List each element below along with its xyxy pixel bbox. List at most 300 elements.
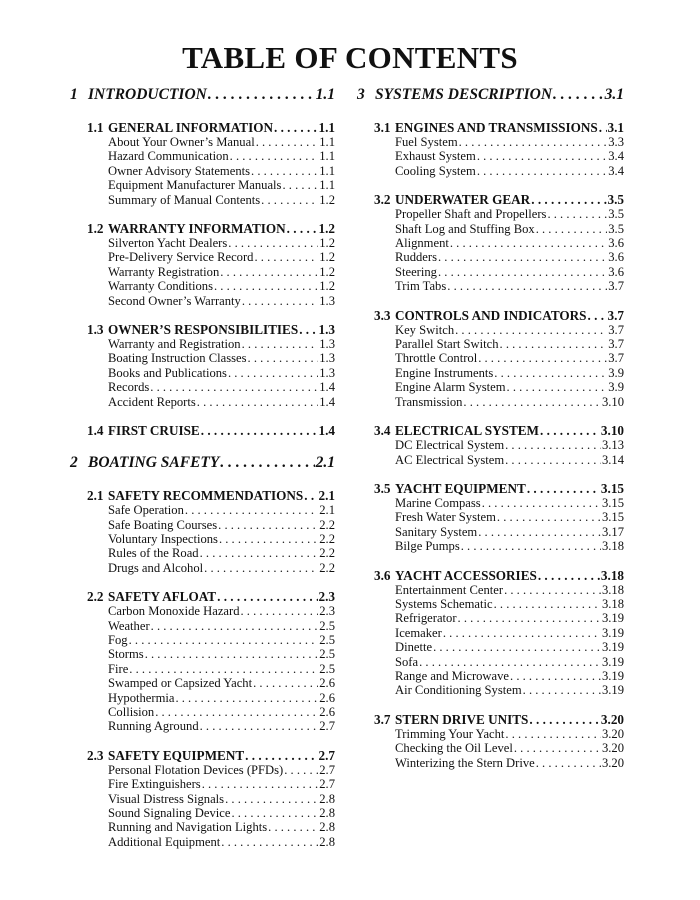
toc-entry[interactable] <box>108 503 335 517</box>
dot-leader <box>129 662 318 676</box>
section-heading-number: 3.3 <box>374 307 391 323</box>
dot-leader <box>477 164 607 178</box>
toc-entry-page-number: 2.5 <box>319 661 335 676</box>
dot-leader <box>494 366 607 380</box>
toc-entry-title: Additional Equipment <box>108 834 221 849</box>
toc-entry[interactable] <box>395 250 624 264</box>
toc-entry-page-number: 3.19 <box>601 640 624 655</box>
toc-entry-title: Carbon Monoxide Hazard <box>108 604 240 619</box>
dot-leader <box>245 748 317 763</box>
section-heading-page-number: 3.5 <box>607 192 624 208</box>
toc-entry[interactable] <box>108 236 335 250</box>
toc-entry[interactable] <box>108 518 335 532</box>
toc-entry-title: Storms <box>108 647 144 662</box>
dot-leader <box>129 633 319 647</box>
dot-leader <box>531 192 606 207</box>
toc-entry[interactable] <box>395 525 624 539</box>
dot-leader <box>505 438 601 452</box>
chapter-heading-number: 3 <box>357 86 365 103</box>
toc-entry[interactable] <box>108 691 335 705</box>
dot-leader <box>253 676 318 690</box>
toc-entry-title: Warranty and Registration <box>108 337 241 352</box>
toc-entry-page-number: 2.5 <box>319 647 335 662</box>
toc-entry[interactable] <box>395 510 624 524</box>
dot-leader <box>458 611 601 625</box>
dot-leader <box>438 265 607 279</box>
section-heading[interactable] <box>374 481 624 496</box>
toc-entry[interactable] <box>108 792 335 806</box>
section-heading[interactable] <box>87 322 335 337</box>
toc-entry-title: Equipment Manufacturer Manuals <box>108 178 282 193</box>
dot-leader <box>282 178 318 192</box>
toc-entry-title: Dinette <box>395 640 433 655</box>
section-heading[interactable] <box>374 712 624 727</box>
section-heading-page-number: 2.7 <box>318 747 335 763</box>
toc-entry-title: Alignment <box>395 236 449 251</box>
section-heading[interactable] <box>87 589 335 604</box>
toc-entry-page-number: 3.19 <box>601 654 624 669</box>
toc-entry-page-number: 2.2 <box>319 546 335 561</box>
toc-entry-title: Silverton Yacht Dealers <box>108 236 228 251</box>
toc-entry[interactable] <box>395 380 624 394</box>
toc-entry[interactable] <box>395 453 624 467</box>
dot-leader <box>254 250 318 264</box>
toc-entry-page-number: 1.2 <box>319 192 335 207</box>
dot-leader <box>433 640 601 654</box>
dot-leader <box>287 221 318 236</box>
toc-entry[interactable] <box>395 135 624 149</box>
toc-entry[interactable] <box>108 265 335 279</box>
section-heading[interactable] <box>87 221 335 236</box>
toc-entry[interactable] <box>395 496 624 510</box>
dot-leader <box>228 366 318 380</box>
toc-entry-page-number: 1.4 <box>319 380 335 395</box>
toc-entry-page-number: 2.6 <box>319 704 335 719</box>
dot-leader <box>505 727 601 741</box>
toc-entry-page-number: 3.4 <box>608 149 624 164</box>
toc-entry-page-number: 3.3 <box>608 135 624 149</box>
toc-entry-title: Engine Alarm System <box>395 380 506 395</box>
page-title: TABLE OF CONTENTS <box>182 40 518 75</box>
toc-entry-title: Second Owner’s Warranty <box>108 293 241 308</box>
toc-entry-title: Shaft Log and Stuffing Box <box>395 221 535 236</box>
section-heading-page-number: 2.3 <box>318 589 335 605</box>
toc-entry-page-number: 1.3 <box>319 365 335 380</box>
section-heading-number: 2.2 <box>87 589 104 605</box>
toc-entry-title: Summary of Manual Contents <box>108 192 261 207</box>
toc-entry[interactable] <box>108 294 335 308</box>
toc-entry[interactable] <box>108 351 335 365</box>
toc-entry[interactable] <box>108 366 335 380</box>
toc-entry-page-number: 3.19 <box>601 668 624 683</box>
toc-entry[interactable] <box>395 640 624 654</box>
toc-entry[interactable] <box>108 279 335 293</box>
toc-entry-page-number: 3.9 <box>608 380 624 395</box>
section-heading-page-number: 3.7 <box>607 307 624 323</box>
toc-entry[interactable] <box>395 438 624 452</box>
toc-entry[interactable] <box>108 676 335 690</box>
toc-entry-title: Personal Flotation Devices (PFDs) <box>108 762 284 777</box>
dot-leader <box>150 380 318 394</box>
chapter-heading[interactable] <box>70 453 335 473</box>
dot-leader <box>438 250 607 264</box>
toc-entry-title: Boating Instruction Classes <box>108 351 247 366</box>
toc-entry-page-number: 2.5 <box>319 632 335 647</box>
section-heading-title: ENGINES AND TRANSMISSIONS <box>395 120 598 135</box>
dot-leader <box>304 488 317 503</box>
section-heading-number: 1.2 <box>87 221 104 237</box>
dot-leader <box>523 683 601 697</box>
section-heading-title: SAFETY EQUIPMENT <box>108 747 245 763</box>
dot-leader <box>274 120 318 135</box>
toc-entry-page-number: 2.7 <box>319 762 335 777</box>
toc-entry[interactable] <box>395 683 624 697</box>
toc-entry-page-number: 3.7 <box>608 337 624 352</box>
toc-entry-page-number: 2.8 <box>319 834 335 849</box>
section-heading-page-number: 1.3 <box>318 322 335 338</box>
dot-leader <box>547 207 607 221</box>
section-heading-page-number: 3.15 <box>600 480 624 496</box>
section-heading-title: YACHT ACCESSORIES <box>395 567 537 583</box>
toc-entry-page-number: 2.6 <box>319 676 335 691</box>
dot-leader <box>242 337 319 351</box>
chapter-heading-page-number: 3.1 <box>604 86 624 103</box>
toc-entry-title: Cooling System <box>395 163 476 178</box>
toc-entry-title: Sanitary System <box>395 524 478 539</box>
chapter-heading-title: SYSTEMS DESCRIPTION <box>375 86 553 103</box>
toc-entry-title: Safe Operation <box>108 503 184 518</box>
section-heading-number: 3.5 <box>374 480 391 496</box>
toc-entry-page-number: 2.2 <box>319 531 335 546</box>
toc-entry-title: Pre-Delivery Service Record <box>108 250 254 265</box>
dot-leader <box>217 589 317 604</box>
dot-leader <box>540 423 600 438</box>
dot-leader <box>510 669 601 683</box>
toc-column-left <box>70 85 335 849</box>
toc-entry-page-number: 3.18 <box>601 596 624 611</box>
section-heading-number: 3.6 <box>374 567 391 583</box>
toc-entry-page-number: 1.1 <box>319 178 335 193</box>
chapter-heading-number: 1 <box>70 86 78 103</box>
section-heading-title: GENERAL INFORMATION <box>108 120 273 135</box>
chapter-heading-title: INTRODUCTION <box>88 86 207 103</box>
dot-leader <box>155 705 318 719</box>
section-heading-title: STERN DRIVE UNITS <box>395 711 529 727</box>
section-heading[interactable] <box>87 120 335 135</box>
toc-entry[interactable] <box>395 222 624 236</box>
section-heading-page-number: 3.1 <box>607 120 624 135</box>
toc-entry-page-number: 3.7 <box>608 322 624 337</box>
toc-entry-title: Warranty Conditions <box>108 279 213 294</box>
dot-leader <box>588 308 607 323</box>
dot-leader <box>268 820 318 834</box>
toc-entry-page-number: 3.6 <box>608 236 624 251</box>
toc-entry[interactable] <box>395 279 624 293</box>
section-heading-title: CONTROLS AND INDICATORS <box>395 307 587 323</box>
toc-entry-page-number: 2.7 <box>319 719 335 734</box>
toc-entry[interactable] <box>108 380 335 394</box>
dot-leader <box>459 135 608 149</box>
toc-entry[interactable] <box>108 662 335 676</box>
dot-leader <box>251 164 318 178</box>
toc-entry-page-number: 3.15 <box>601 495 624 510</box>
toc-entry[interactable] <box>108 337 335 351</box>
section-heading-page-number: 1.2 <box>318 221 335 237</box>
toc-entry[interactable] <box>108 633 335 647</box>
toc-entry[interactable] <box>108 395 335 409</box>
toc-entry-page-number: 1.3 <box>319 351 335 366</box>
dot-leader <box>204 561 318 575</box>
toc-entry[interactable] <box>108 777 335 791</box>
dot-leader <box>220 265 318 279</box>
toc-entry-page-number: 2.3 <box>319 604 335 619</box>
toc-entry-page-number: 2.1 <box>319 503 335 518</box>
toc-entry-page-number: 1.2 <box>319 264 335 279</box>
chapter-heading[interactable] <box>70 85 335 105</box>
toc-entry-page-number: 1.3 <box>319 293 335 308</box>
toc-entry[interactable] <box>395 164 624 178</box>
toc-entry-title: Fire Extinguishers <box>108 777 201 792</box>
toc-entry-page-number: 1.1 <box>319 149 335 164</box>
toc-entry-title: Checking the Oil Level <box>395 741 513 756</box>
toc-entry-page-number: 3.4 <box>608 163 624 178</box>
section-heading-number: 1.3 <box>87 322 104 338</box>
section-heading-page-number: 1.4 <box>318 423 335 439</box>
toc-entry-title: Winterizing the Stern Drive <box>395 755 535 770</box>
toc-entry-page-number: 3.5 <box>608 221 624 236</box>
toc-entry-title: Throttle Control <box>395 351 478 366</box>
section-heading-number: 3.2 <box>374 192 391 208</box>
toc-entry[interactable] <box>108 164 335 178</box>
toc-entry-title: Visual Distress Signals <box>108 791 225 806</box>
toc-entry-title: Key Switch <box>395 322 455 337</box>
toc-entry[interactable] <box>108 250 335 264</box>
toc-entry[interactable] <box>395 265 624 279</box>
chapter-heading-page-number: 1.1 <box>315 86 335 103</box>
toc-entry-title: About Your Owner’s Manual <box>108 135 255 149</box>
chapter-heading-title: BOATING SAFETY <box>88 454 220 472</box>
toc-entry-page-number: 3.19 <box>601 625 624 640</box>
toc-entry-title: Trimming Your Yacht <box>395 726 505 741</box>
toc-entry[interactable] <box>395 395 624 409</box>
dot-leader <box>505 453 601 467</box>
section-heading-page-number: 3.18 <box>600 567 624 583</box>
toc-entry-title: Engine Instruments <box>395 365 494 380</box>
toc-entry-page-number: 3.13 <box>601 438 624 453</box>
toc-entry-title: Systems Schematic <box>395 596 493 611</box>
toc-entry[interactable] <box>108 763 335 777</box>
toc-entry-title: Voluntary Inspections <box>108 531 218 546</box>
toc-entry-page-number: 1.1 <box>319 163 335 178</box>
toc-entry-title: Entertainment Center <box>395 582 504 597</box>
toc-entry[interactable] <box>108 647 335 661</box>
toc-entry-title: Hypothermia <box>108 690 175 705</box>
toc-entry[interactable] <box>395 727 624 741</box>
toc-entry[interactable] <box>395 611 624 625</box>
toc-entry-title: Running Aground <box>108 719 199 734</box>
dot-leader <box>225 792 318 806</box>
section-heading[interactable] <box>374 423 624 438</box>
toc-entry[interactable] <box>395 583 624 597</box>
toc-entry-title: Fuel System <box>395 135 458 149</box>
toc-entry-page-number: 3.6 <box>608 264 624 279</box>
section-heading[interactable] <box>374 120 624 135</box>
section-heading-title: SAFETY AFLOAT <box>108 589 217 605</box>
toc-column-right <box>357 85 624 770</box>
toc-entry[interactable] <box>395 741 624 755</box>
toc-entry-title: Bilge Pumps <box>395 539 460 554</box>
toc-entry-page-number: 3.20 <box>601 726 624 741</box>
dot-leader <box>214 279 318 293</box>
toc-entry-page-number: 2.8 <box>319 791 335 806</box>
section-heading[interactable] <box>87 488 335 503</box>
toc-entry-title: Fog <box>108 632 128 647</box>
toc-entry[interactable] <box>395 236 624 250</box>
toc-entry-title: Swamped or Capsized Yacht <box>108 676 253 691</box>
toc-entry[interactable] <box>395 323 624 337</box>
toc-entry-page-number: 3.15 <box>601 510 624 525</box>
toc-entry-page-number: 2.5 <box>319 618 335 633</box>
toc-entry[interactable] <box>108 135 335 149</box>
toc-entry[interactable] <box>395 337 624 351</box>
toc-entry-page-number: 1.2 <box>319 250 335 265</box>
toc-entry-page-number: 2.2 <box>319 517 335 532</box>
section-heading[interactable] <box>374 192 624 207</box>
dot-leader <box>419 655 601 669</box>
toc-entry[interactable] <box>108 705 335 719</box>
toc-entry-page-number: 3.9 <box>608 365 624 380</box>
section-heading-title: FIRST CRUISE <box>108 423 200 439</box>
dot-leader <box>248 351 319 365</box>
section-heading[interactable] <box>87 748 335 763</box>
section-heading[interactable] <box>374 568 624 583</box>
dot-leader <box>553 85 604 105</box>
dot-leader <box>504 583 601 597</box>
section-heading-title: WARRANTY INFORMATION <box>108 221 286 237</box>
dot-leader <box>242 294 318 308</box>
toc-entry-title: Fire <box>108 661 129 676</box>
toc-entry[interactable] <box>395 149 624 163</box>
section-heading-number: 3.4 <box>374 423 391 439</box>
section-heading-title: SAFETY RECOMMENDATIONS <box>108 488 304 504</box>
toc-entry-title: Running and Navigation Lights <box>108 820 268 835</box>
section-heading-number: 3.7 <box>374 711 391 727</box>
toc-entry[interactable] <box>395 655 624 669</box>
toc-entry[interactable] <box>108 604 335 618</box>
section-heading-title: YACHT EQUIPMENT <box>395 480 526 496</box>
toc-entry[interactable] <box>108 806 335 820</box>
dot-leader <box>256 135 319 149</box>
dot-leader <box>450 236 607 250</box>
dot-leader <box>447 279 607 293</box>
toc-entry-page-number: 3.20 <box>601 755 624 770</box>
toc-entry-page-number: 3.6 <box>608 250 624 265</box>
section-heading[interactable] <box>374 308 624 323</box>
toc-entry-title: Books and Publications <box>108 365 227 380</box>
toc-entry-page-number: 3.18 <box>601 582 624 597</box>
toc-entry[interactable] <box>395 626 624 640</box>
toc-entry[interactable] <box>108 719 335 733</box>
toc-entry-title: Refrigerator <box>395 611 457 626</box>
toc-entry[interactable] <box>395 756 624 770</box>
dot-leader <box>145 647 319 661</box>
toc-entry[interactable] <box>108 619 335 633</box>
toc-entry[interactable] <box>108 561 335 575</box>
toc-entry-page-number: 3.19 <box>601 611 624 626</box>
section-heading[interactable] <box>87 423 335 438</box>
section-heading-number: 3.1 <box>374 120 391 135</box>
dot-leader <box>463 395 601 409</box>
toc-entry[interactable] <box>108 178 335 192</box>
toc-entry-page-number: 3.7 <box>608 351 624 366</box>
toc-entry-title: Owner Advisory Statements <box>108 163 251 178</box>
dot-leader <box>151 619 319 633</box>
toc-entry-title: Collision <box>108 704 155 719</box>
toc-entry[interactable] <box>395 669 624 683</box>
toc-entry[interactable] <box>108 149 335 163</box>
toc-entry-title: Exhaust System <box>395 149 476 164</box>
toc-entry[interactable] <box>108 532 335 546</box>
toc-entry-title: Records <box>108 380 150 395</box>
toc-entry[interactable] <box>108 546 335 560</box>
toc-entry[interactable] <box>395 539 624 553</box>
section-heading-number: 2.1 <box>87 488 104 504</box>
toc-entry-title: Parallel Start Switch <box>395 337 499 352</box>
chapter-heading-page-number: 2.1 <box>315 454 335 472</box>
dot-leader <box>529 712 600 727</box>
toc-entry-title: Sofa <box>395 654 419 669</box>
chapter-heading-number: 2 <box>70 454 78 472</box>
toc-entry[interactable] <box>108 193 335 207</box>
dot-leader <box>185 503 318 517</box>
toc-entry[interactable] <box>395 207 624 221</box>
dot-leader <box>202 777 319 791</box>
dot-leader <box>477 149 607 163</box>
toc-entry-page-number: 1.1 <box>319 135 335 149</box>
toc-entry-page-number: 3.19 <box>601 683 624 698</box>
dot-leader <box>514 741 601 755</box>
dot-leader <box>197 395 318 409</box>
toc-entry-page-number: 2.8 <box>319 806 335 820</box>
dot-leader <box>527 481 600 496</box>
toc-entry[interactable] <box>395 366 624 380</box>
section-heading-title: OWNER’S RESPONSIBILITIES <box>108 322 299 338</box>
toc-entry[interactable] <box>395 351 624 365</box>
toc-entry-title: Icemaker <box>395 625 442 640</box>
toc-entry-page-number: 3.14 <box>601 452 624 467</box>
toc-entry-page-number: 2.8 <box>319 820 335 835</box>
toc-entry-title: Trim Tabs <box>395 279 447 294</box>
toc-entry-page-number: 3.17 <box>601 524 624 539</box>
dot-leader <box>200 719 319 733</box>
dot-leader <box>478 351 607 365</box>
chapter-heading[interactable] <box>357 85 624 105</box>
section-heading-title: UNDERWATER GEAR <box>395 192 531 208</box>
toc-entry-page-number: 2.6 <box>319 690 335 705</box>
toc-entry[interactable] <box>395 597 624 611</box>
dot-leader <box>284 763 318 777</box>
toc-entry-title: AC Electrical System <box>395 452 505 467</box>
toc-entry-title: Transmission <box>395 394 463 409</box>
section-heading-page-number: 2.1 <box>318 488 335 504</box>
dot-leader <box>241 604 319 618</box>
section-heading-number: 2.3 <box>87 747 104 763</box>
toc-entry-page-number: 3.18 <box>601 539 624 554</box>
toc-entry[interactable] <box>108 835 335 849</box>
toc-entry[interactable] <box>108 820 335 834</box>
section-heading-number: 1.1 <box>87 120 104 135</box>
toc-entry-title: Weather <box>108 618 150 633</box>
